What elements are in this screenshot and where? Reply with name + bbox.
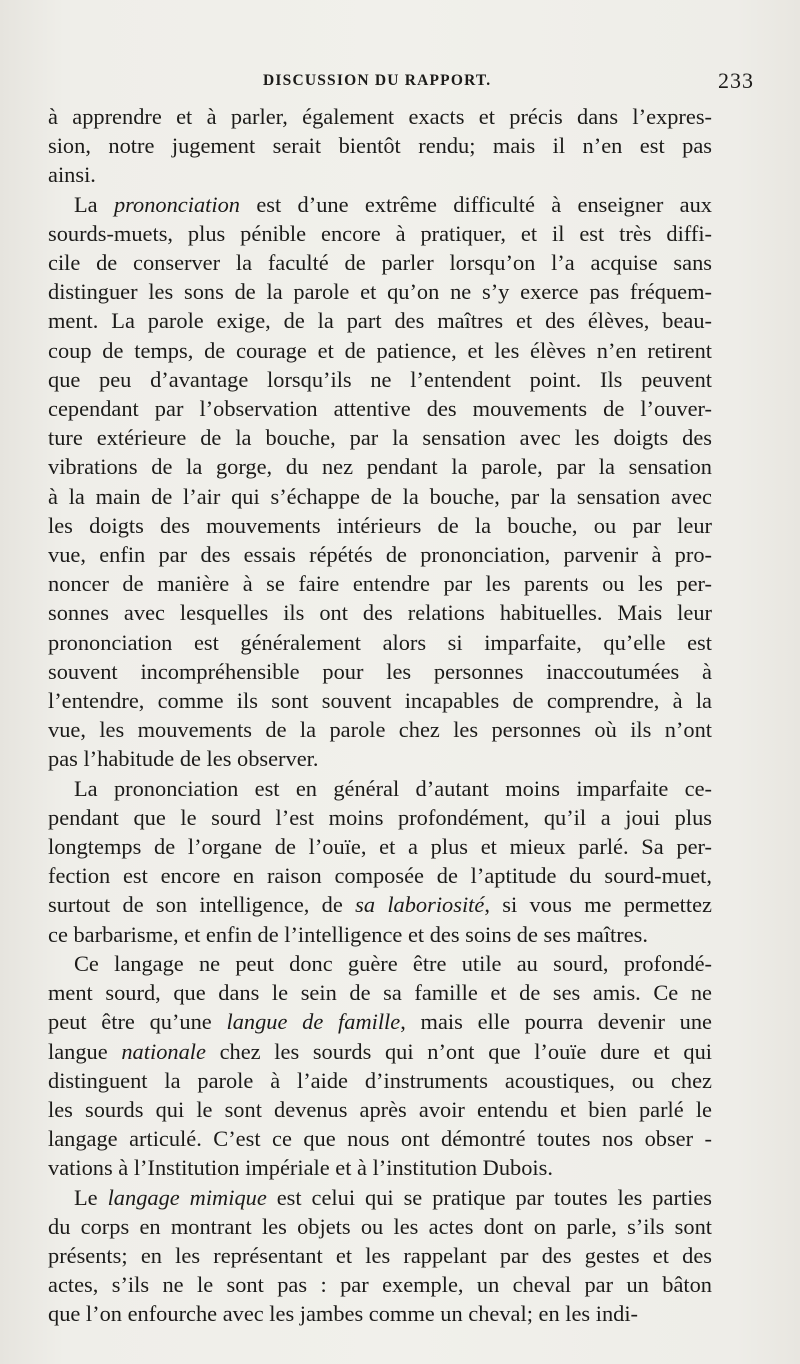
italic-term: nationale bbox=[121, 1038, 206, 1064]
page-number: 233 bbox=[718, 68, 754, 93]
text-line: langue nationale chez les sourds qui n’ont que l’ouïe dure et qui bbox=[48, 1038, 712, 1064]
text-line: les sourds qui le sont devenus après avoir entendu et bien parlé le bbox=[48, 1096, 712, 1122]
text-line: surtout de son intelligence, de sa laboriosité, si vous me permettez bbox=[48, 892, 712, 918]
text-line: ture extérieure de la bouche, par la sensation avec les doigts des bbox=[48, 425, 712, 451]
text-line: vue, enfin par des essais répétés de prononciation, parvenir à pro- bbox=[48, 542, 712, 568]
italic-term: langage mimique bbox=[107, 1184, 267, 1210]
text-line: longtemps de l’organe de l’ouïe, et a plus et mieux parlé. Sa per- bbox=[48, 834, 712, 860]
text-line: actes, s’ils ne le sont pas : par exemple, un cheval par un bâton bbox=[48, 1272, 712, 1298]
text-line: langage articulé. C’est ce que nous ont démontré toutes nos obser - bbox=[48, 1126, 712, 1152]
text-line: cile de conserver la faculté de parler lorsqu’on l’a acquise sans bbox=[48, 250, 712, 276]
text-line: La prononciation est en général d’autant moins imparfaite ce- bbox=[74, 775, 712, 801]
text-line: Ce langage ne peut donc guère être utile au sourd, profondé- bbox=[74, 950, 712, 976]
paragraph bbox=[48, 1183, 712, 1329]
paragraph bbox=[48, 949, 712, 1183]
text-line: cependant par l’observation attentive des mouvements de l’ouver- bbox=[48, 396, 712, 422]
text-line: peut être qu’une langue de famille, mais elle pourra devenir une bbox=[48, 1009, 712, 1035]
text-line: à apprendre et à parler, également exacts et précis dans l’expres- bbox=[48, 104, 712, 129]
text-line: vue, les mouvements de la parole chez les personnes où ils n’ont bbox=[48, 717, 712, 743]
text-line: sonnes avec lesquelles ils ont des relations habituelles. Mais leur bbox=[48, 600, 712, 626]
text-line: distinguer les sons de la parole et qu’on ne s’y exerce pas fréquem- bbox=[48, 279, 712, 305]
italic-term: prononciation bbox=[113, 191, 240, 217]
text-line: souvent incompréhensible pour les personnes inaccoutumées à bbox=[48, 658, 712, 684]
text-line: vations à l’Institution impériale et à l’institution Dubois. bbox=[48, 1155, 553, 1181]
paragraph bbox=[48, 774, 712, 949]
italic-term: langue de famille bbox=[226, 1009, 401, 1035]
text-line: l’entendre, comme ils sont souvent incapables de comprendre, à la bbox=[48, 688, 712, 714]
text-line: La prononciation est d’une extrême difficulté à enseigner aux bbox=[74, 191, 712, 217]
running-head: DISCUSSION DU RAPPORT. bbox=[263, 72, 492, 89]
text-line: Le langage mimique est celui qui se pratique par toutes les parties bbox=[74, 1184, 712, 1210]
text-line: ainsi. bbox=[48, 162, 96, 188]
paragraph bbox=[48, 190, 712, 774]
text-line: pas l’habitude de les observer. bbox=[48, 746, 319, 772]
text-line: coup de temps, de courage et de patience, et les élèves n’en retirent bbox=[48, 337, 712, 363]
text-line: pendant que le sourd l’est moins profondément, qu’il a joui plus bbox=[48, 804, 712, 830]
text-line: ment sourd, que dans le sein de sa famille et de ses amis. Ce ne bbox=[48, 980, 712, 1006]
page-header bbox=[48, 68, 754, 100]
italic-term: sa laboriosité bbox=[355, 892, 485, 918]
text-line: ce barbarisme, et enfin de l’intelligence et des soins de ses maîtres. bbox=[48, 921, 648, 947]
text-line: les doigts des mouvements intérieurs de la bouche, ou par leur bbox=[48, 512, 712, 538]
body-text bbox=[48, 102, 712, 1329]
text-line: prononciation est généralement alors si imparfaite, qu’elle est bbox=[48, 629, 712, 655]
text-line: du corps en montrant les objets ou les actes dont on parle, s’ils sont bbox=[48, 1213, 712, 1239]
text-line: ment. La parole exige, de la part des maîtres et des élèves, beau- bbox=[48, 308, 712, 334]
text-line: vibrations de la gorge, du nez pendant la parole, par la sensation bbox=[48, 454, 712, 480]
text-line: à la main de l’air qui s’échappe de la bouche, par la sensation avec bbox=[48, 483, 712, 509]
text-line: que l’on enfourche avec les jambes comme un cheval; en les indi- bbox=[48, 1301, 639, 1327]
text-line: distinguent la parole à l’aide d’instruments acoustiques, ou chez bbox=[48, 1067, 712, 1093]
text-line: fection est encore en raison composée de l’aptitude du sourd-muet, bbox=[48, 863, 712, 889]
text-line: sourds-muets, plus pénible encore à pratiquer, et il est très diffi- bbox=[48, 220, 712, 246]
paragraph bbox=[48, 102, 712, 190]
text-line: que peu d’avantage lorsqu’ils ne l’entendent point. Ils peuvent bbox=[48, 366, 712, 392]
text-line: noncer de manière à se faire entendre par les parents ou les per- bbox=[48, 571, 712, 597]
text-line: sion, notre jugement serait bientôt rendu; mais il n’en est pas bbox=[48, 133, 712, 159]
text-line: présents; en les représentant et les rappelant par des gestes et des bbox=[48, 1242, 712, 1268]
